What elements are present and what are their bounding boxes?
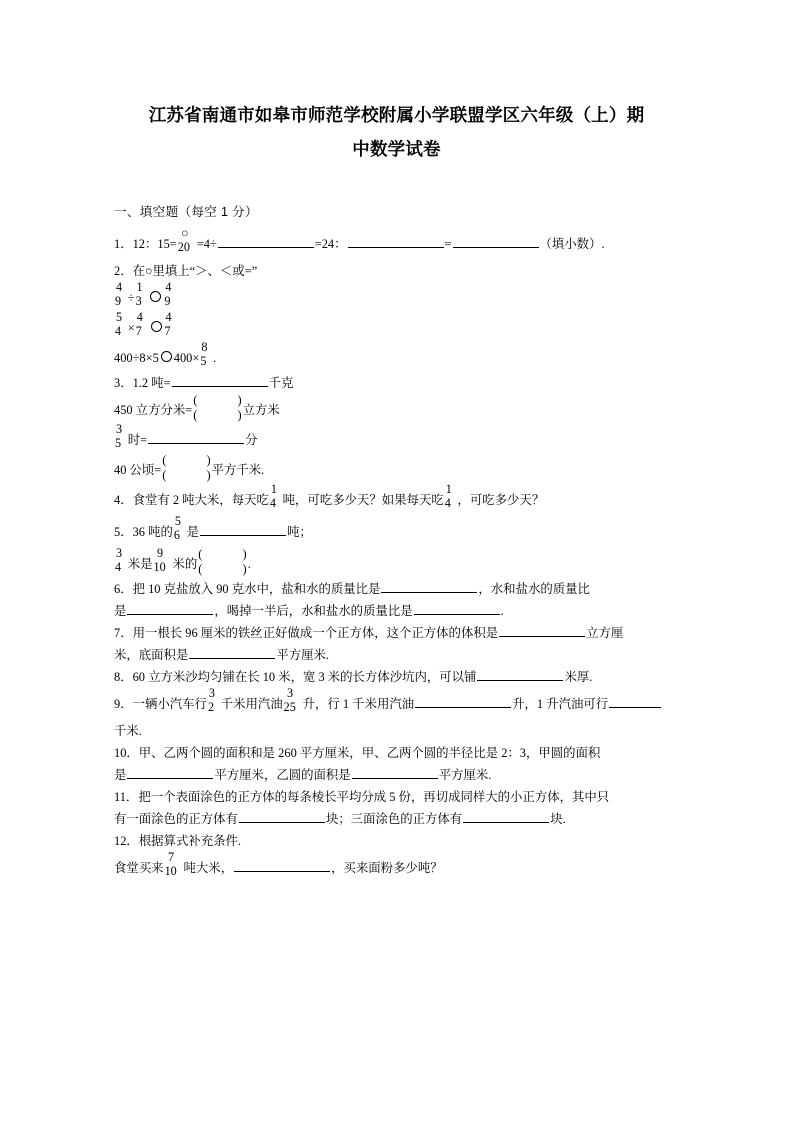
q7-answer-blank-2[interactable] xyxy=(189,646,275,659)
q9-fraction-2 xyxy=(283,685,302,715)
q4-f1-den: 4 xyxy=(269,496,276,511)
q4-f1-num: 1 xyxy=(270,481,277,496)
q12-text-1: 食堂买来 xyxy=(114,861,164,875)
q12-f-num: 7 xyxy=(167,849,175,864)
q2l1-f3-den: 9 xyxy=(164,294,171,309)
question-2-line-2 xyxy=(114,309,686,343)
q2l3-f-den: 5 xyxy=(200,354,207,369)
q3-line3-text-b: 分 xyxy=(245,433,258,447)
question-6-line-2 xyxy=(114,601,686,621)
question-10-line-2 xyxy=(114,765,686,785)
q5l1-num: 5 xyxy=(174,513,181,528)
q2l2-operator: × xyxy=(127,321,135,335)
q12-prompt: 根据算式补充条件. xyxy=(138,834,242,848)
q3-answer-blank-1[interactable] xyxy=(172,374,268,387)
q9-text-2: 千米用汽油 xyxy=(220,697,283,711)
q3-line2-text-b: 立方米 xyxy=(242,403,280,417)
q2l2-fraction-2 xyxy=(135,309,148,339)
q9-text-1: 一辆小汽车行 xyxy=(132,697,207,711)
q1-answer-blank-3[interactable] xyxy=(453,235,539,248)
question-5-line-2 xyxy=(114,545,686,579)
q4-text-3: ，可吃多少天？ xyxy=(457,493,545,507)
q2l1-f3-num: 4 xyxy=(165,279,172,294)
q5-line2-text-a: 米是 xyxy=(127,557,153,571)
section-heading-fill-in-blanks: 一、填空题（每空 1 分） xyxy=(114,205,258,219)
q7-text-3: 米，底面积是 xyxy=(114,648,189,662)
question-7-line-2 xyxy=(114,645,686,665)
q1-number: 1． xyxy=(114,237,133,251)
paren-open-glyph: ( xyxy=(198,546,203,561)
q6-number: 6． xyxy=(114,582,133,596)
q9-answer-blank-2[interactable] xyxy=(609,695,661,708)
q2-number: 2． xyxy=(114,264,133,278)
q2l2-f1-den: 4 xyxy=(115,324,122,339)
q12-f-den: 10 xyxy=(164,864,177,879)
q6-answer-blank-3[interactable] xyxy=(414,602,500,615)
q4-text-1: 食堂有 2 吨大米，每天吃 xyxy=(132,493,269,507)
q5l1-den: 6 xyxy=(173,528,180,543)
q5-line2-text-b: 米的 xyxy=(172,557,198,571)
q9-text-4: 升，1 升汽油可行 xyxy=(512,697,609,711)
q9-text-5: 千米. xyxy=(114,724,142,738)
q11-text-1: 把一个表面涂色的正方体的每条棱长平均分成 5 份，再切成同样大的小正方体，其中只 xyxy=(138,790,610,804)
q4-fraction-2 xyxy=(444,481,457,511)
q10-answer-blank-1[interactable] xyxy=(127,766,213,779)
q8-text-1: 60 立方米沙均匀铺在长 10 米，宽 3 米的长方体沙坑内，可以铺 xyxy=(132,670,477,684)
q10-answer-blank-2[interactable] xyxy=(352,766,438,779)
paren-close-glyph: ) xyxy=(242,561,247,576)
q11-answer-blank-2[interactable] xyxy=(463,810,549,823)
q6-text-5: . xyxy=(500,604,504,618)
q1-text-3: =24： xyxy=(314,237,347,251)
question-1 xyxy=(114,225,686,259)
q1-fraction-numerator: ○ xyxy=(181,225,189,240)
q2l2-f3-den: 7 xyxy=(164,324,171,339)
q4-fraction-1 xyxy=(269,481,282,511)
q9-number: 9． xyxy=(114,697,133,711)
question-3-line-3 xyxy=(114,421,686,455)
q2l1-fraction-3 xyxy=(164,279,176,309)
question-3-line-2 xyxy=(114,392,686,425)
q5-bracket-top xyxy=(198,548,246,560)
q7-answer-blank-1[interactable] xyxy=(499,624,585,637)
q3-number: 3． xyxy=(114,376,133,390)
q5-line1-fraction xyxy=(173,513,186,543)
q6-answer-blank-1[interactable] xyxy=(381,580,477,593)
q5l2-f1-num: 3 xyxy=(115,545,123,560)
q3-bracket2-bottom xyxy=(162,469,210,481)
q11-text-4: 块. xyxy=(550,812,566,826)
paren-close-glyph: ) xyxy=(237,407,242,422)
question-10 xyxy=(114,743,686,763)
question-11-line-2 xyxy=(114,809,686,829)
q2l3-tail: . xyxy=(213,351,217,365)
q2l3-comparison-circle[interactable] xyxy=(161,351,172,362)
q3-line4-text-b: 平方千米. xyxy=(211,463,265,477)
q8-number: 8． xyxy=(114,670,133,684)
q12-fraction xyxy=(164,849,183,879)
q2l1-comparison-circle[interactable] xyxy=(150,291,161,302)
q2l1-f2-den: 3 xyxy=(135,294,142,309)
q9-text-3: 升，行 1 千米用汽油 xyxy=(302,697,415,711)
q3-line1-text-a: 1.2 吨= xyxy=(132,376,171,390)
q10-text-4: 平方厘米. xyxy=(438,768,492,782)
q2l3-left-expression: 400÷8×5 xyxy=(114,351,159,365)
q7-text-4: 平方厘米. xyxy=(276,648,330,662)
q6-text-3: 是 xyxy=(114,604,127,618)
q3-bracket-bottom xyxy=(193,409,241,421)
q2l2-f2-den: 7 xyxy=(135,324,142,339)
question-4 xyxy=(114,481,686,515)
q4-f2-num: 1 xyxy=(445,481,452,496)
question-3 xyxy=(114,373,686,393)
question-2-line-1 xyxy=(114,279,686,313)
q1-text-2: =4÷ xyxy=(196,237,217,251)
q2l1-f2-num: 1 xyxy=(136,279,143,294)
q2l3-f-num: 8 xyxy=(201,339,208,354)
paren-open-glyph: ( xyxy=(162,452,167,467)
q3-bracket-top xyxy=(193,394,241,406)
q3-answer-blank-2[interactable] xyxy=(148,431,244,444)
q9-f2-den: 25 xyxy=(283,700,296,715)
q1-text-1: 12：15= xyxy=(132,237,177,251)
q5-bracket-bottom xyxy=(198,563,246,575)
q11-answer-blank-1[interactable] xyxy=(239,810,325,823)
q12-answer-blank-1[interactable] xyxy=(234,859,330,872)
q3l3-den: 5 xyxy=(115,436,122,451)
q4-number: 4． xyxy=(114,493,133,507)
question-12-line-2 xyxy=(114,849,686,883)
paren-open-glyph: ( xyxy=(198,561,203,576)
paren-open-glyph: ( xyxy=(193,407,198,422)
q7-number: 7． xyxy=(114,626,133,640)
q2l2-fraction-1 xyxy=(115,309,127,339)
q2l1-fraction-2 xyxy=(135,279,148,309)
question-6 xyxy=(114,579,686,599)
q2l1-f1-den: 9 xyxy=(115,294,122,309)
q5-line1-text-c: 吨； xyxy=(287,525,312,539)
q9-fraction-1 xyxy=(207,685,220,715)
question-8 xyxy=(114,667,686,687)
q11-number: 11． xyxy=(114,790,139,804)
q2l2-fraction-3 xyxy=(164,309,177,339)
q5-answer-bracket-blank[interactable] xyxy=(198,546,247,576)
q2l3-fraction xyxy=(200,339,212,369)
q4-text-2: 吨，可吃多少天？如果每天吃 xyxy=(282,493,444,507)
paren-open-glyph: ( xyxy=(162,467,167,482)
q10-number: 10． xyxy=(114,746,139,760)
q3-answer-bracket-blank-1[interactable] xyxy=(193,392,242,422)
q8-answer-blank-1[interactable] xyxy=(477,668,563,681)
q10-text-3: 平方厘米，乙圆的面积是 xyxy=(214,768,351,782)
q11-text-3: 块；三面涂色的正方体有 xyxy=(325,812,463,826)
q3-bracket2-top xyxy=(162,454,210,466)
paren-open-glyph: ( xyxy=(193,392,198,407)
q2l2-f1-num: 5 xyxy=(115,309,123,324)
q9-f1-den: 2 xyxy=(207,700,215,715)
q3-line4-text-a: 40 公顷= xyxy=(114,463,162,477)
q1-text-5: （填小数）. xyxy=(539,237,605,251)
q8-text-2: 米厚. xyxy=(564,670,593,684)
question-9 xyxy=(114,685,686,719)
q6-answer-blank-2[interactable] xyxy=(127,602,213,615)
q9-f2-num: 3 xyxy=(287,685,294,700)
q1-text-4: = xyxy=(444,237,452,251)
q4-f2-den: 4 xyxy=(444,496,451,511)
q5-line2-fraction-2 xyxy=(153,545,172,575)
q3-line1-text-b: 千克 xyxy=(268,376,294,390)
paren-close-glyph: ) xyxy=(206,467,211,482)
question-12 xyxy=(114,831,686,851)
page-title xyxy=(0,98,793,166)
q12-text-3: ，买来面粉多少吨？ xyxy=(331,861,443,875)
q1-answer-blank-2[interactable] xyxy=(348,235,444,248)
paren-close-glyph: ) xyxy=(242,546,247,561)
question-5 xyxy=(114,513,686,547)
exam-content xyxy=(114,202,686,883)
q2l2-comparison-circle[interactable] xyxy=(151,321,162,332)
question-2 xyxy=(114,261,686,281)
q12-text-2: 吨大米， xyxy=(183,861,234,875)
q5l2-f1-den: 4 xyxy=(115,560,122,575)
q5-answer-blank-1[interactable] xyxy=(200,523,286,536)
paren-close-glyph: ) xyxy=(237,392,242,407)
q2l2-f3-num: 4 xyxy=(165,309,172,324)
q5-line2-fraction-1 xyxy=(115,545,127,575)
question-7 xyxy=(114,623,686,643)
q2l2-f2-num: 4 xyxy=(136,309,143,324)
question-11 xyxy=(114,787,686,807)
q9-answer-blank-1[interactable] xyxy=(415,695,511,708)
q10-text-1: 甲、乙两个圆的面积和是 260 平方厘米，甲、乙两个圆的半径比是 2：3，甲圆的面积 xyxy=(138,746,601,760)
q3l3-num: 3 xyxy=(115,421,123,436)
q2l1-fraction-1 xyxy=(115,279,127,309)
q5l2-f2-den: 10 xyxy=(153,560,166,575)
q3-line3-text-a: 时= xyxy=(127,433,148,447)
q5-line1-text-a: 36 吨的 xyxy=(132,525,173,539)
question-3-line-4 xyxy=(114,452,686,485)
q7-text-1: 用一根长 96 厘米的铁丝正好做成一个正方体，这个正方体的体积是 xyxy=(132,626,499,640)
title-line-1: 江苏省南通市如皋市师范学校附属小学联盟学区六年级（上）期 xyxy=(148,105,645,125)
q2-prompt: 在○里填上“＞、＜或=” xyxy=(132,264,258,278)
q10-text-2: 是 xyxy=(114,768,127,782)
q6-text-4: ，喝掉一半后，水和盐水的质量比是 xyxy=(214,604,413,618)
q7-text-2: 立方厘 xyxy=(586,626,624,640)
q9-f1-num: 3 xyxy=(208,685,215,700)
q2l3-right-expression: 400× xyxy=(173,351,200,365)
question-2-line-3 xyxy=(114,339,686,373)
q1-fraction-blank xyxy=(177,225,196,255)
q2l1-operator: ÷ xyxy=(127,291,135,305)
q3-line2-text-a: 450 立方分米= xyxy=(114,403,193,417)
q1-answer-blank-1[interactable] xyxy=(218,235,314,248)
q3-answer-bracket-blank-2[interactable] xyxy=(162,452,211,482)
question-9-line-2 xyxy=(114,721,686,741)
q5l2-f2-num: 9 xyxy=(156,545,164,560)
q1-fraction-denominator: 20 xyxy=(177,240,190,255)
q6-text-2: ，水和盐水的质量比 xyxy=(478,582,590,596)
q5-line1-text-b: 是 xyxy=(186,525,200,539)
q2l1-f1-num: 4 xyxy=(115,279,123,294)
q5-number: 5． xyxy=(114,525,133,539)
title-line-2: 中数学试卷 xyxy=(352,139,441,159)
paren-close-glyph: ) xyxy=(206,452,211,467)
q5-line2-text-c: . xyxy=(247,557,251,571)
q3-line3-fraction xyxy=(115,421,127,451)
q6-text-1: 把 10 克盐放入 90 克水中，盐和水的质量比是 xyxy=(132,582,381,596)
q12-number: 12． xyxy=(114,834,139,848)
q11-text-2: 有一面涂色的正方体有 xyxy=(114,812,238,826)
